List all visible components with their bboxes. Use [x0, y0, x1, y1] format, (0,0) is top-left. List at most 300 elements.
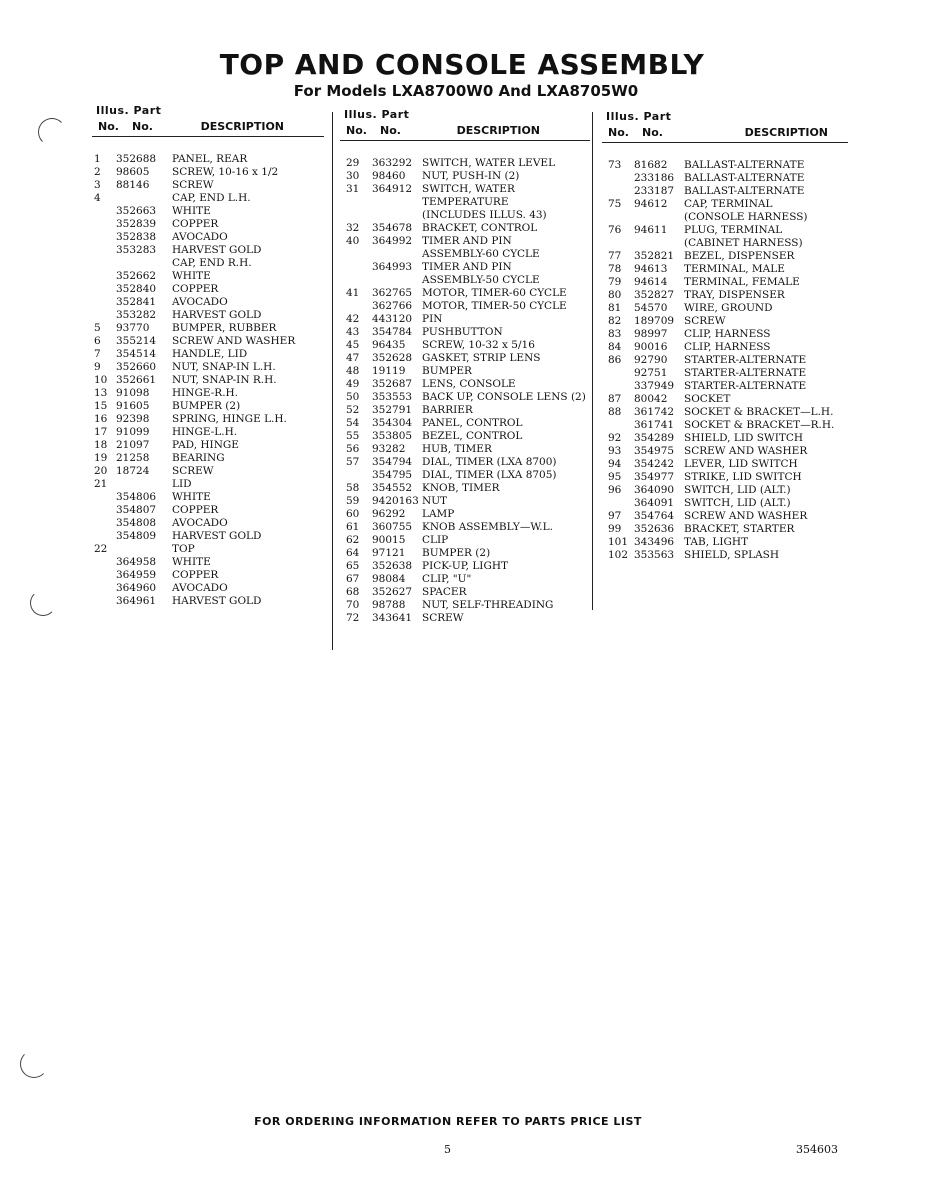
- part-description: TEMPERATURE: [422, 196, 509, 208]
- part-description: AVOCADO: [172, 296, 228, 308]
- illus-number: 4: [94, 192, 101, 204]
- part-number: 93770: [116, 322, 150, 334]
- header-illus-part: Illus. Part: [606, 110, 672, 123]
- part-number: 92790: [634, 354, 668, 366]
- part-description: BALLAST-ALTERNATE: [684, 172, 805, 184]
- part-description: BUMPER: [422, 365, 472, 377]
- part-description: (CONSOLE HARNESS): [684, 211, 808, 223]
- parts-row: [340, 326, 590, 339]
- parts-row: [92, 179, 324, 192]
- parts-rows: [602, 159, 848, 562]
- illus-number: 67: [346, 573, 360, 585]
- part-description: AVOCADO: [172, 517, 228, 529]
- part-description: SCREW: [684, 315, 726, 327]
- parts-column-1: [92, 104, 324, 608]
- illus-number: 75: [608, 198, 622, 210]
- part-description: CLIP: [422, 534, 449, 546]
- parts-row: [92, 192, 324, 205]
- part-number: 91099: [116, 426, 150, 438]
- parts-row: [602, 237, 848, 250]
- part-number: 352839: [116, 218, 157, 230]
- part-number: 233187: [634, 185, 675, 197]
- part-description: GASKET, STRIP LENS: [422, 352, 541, 364]
- part-description: SHIELD, SPLASH: [684, 549, 780, 561]
- illus-number: 88: [608, 406, 622, 418]
- part-number: 364091: [634, 497, 675, 509]
- part-description: LEVER, LID SWITCH: [684, 458, 798, 470]
- part-description: SPACER: [422, 586, 467, 598]
- part-number: 343641: [372, 612, 413, 624]
- part-number: 352827: [634, 289, 675, 301]
- illus-number: 45: [346, 339, 360, 351]
- part-number: 353563: [634, 549, 675, 561]
- part-number: 354552: [372, 482, 413, 494]
- part-number: 337949: [634, 380, 675, 392]
- parts-row: [602, 445, 848, 458]
- parts-row: [92, 582, 324, 595]
- part-description: KNOB, TIMER: [422, 482, 500, 494]
- parts-row: [602, 432, 848, 445]
- part-description: AVOCADO: [172, 582, 228, 594]
- part-description: BEZEL, CONTROL: [422, 430, 523, 442]
- parts-row: [92, 244, 324, 257]
- part-number: 18724: [116, 465, 150, 477]
- parts-row: [340, 274, 590, 287]
- part-number: 354809: [116, 530, 157, 542]
- part-description: NUT, SNAP-IN R.H.: [172, 374, 277, 386]
- parts-row: [92, 270, 324, 283]
- part-description: PLUG, TERMINAL: [684, 224, 783, 236]
- parts-row: [602, 458, 848, 471]
- column-header: [602, 110, 848, 143]
- illus-number: 15: [94, 400, 108, 412]
- illus-number: 64: [346, 547, 360, 559]
- part-description: BUMPER (2): [422, 547, 491, 559]
- part-description: ASSEMBLY-60 CYCLE: [422, 248, 540, 260]
- illus-number: 54: [346, 417, 360, 429]
- part-description: HUB, TIMER: [422, 443, 492, 455]
- header-illus-no: No.: [346, 124, 367, 137]
- part-number: 81682: [634, 159, 668, 171]
- illus-number: 58: [346, 482, 360, 494]
- part-description: LID: [172, 478, 192, 490]
- parts-row: [92, 504, 324, 517]
- part-description: NUT: [422, 495, 448, 507]
- illus-number: 22: [94, 543, 108, 555]
- parts-row: [602, 302, 848, 315]
- parts-row: [602, 380, 848, 393]
- illus-number: 13: [94, 387, 108, 399]
- parts-row: [92, 348, 324, 361]
- part-number: 364992: [372, 235, 413, 247]
- part-description: WHITE: [172, 491, 211, 503]
- illus-number: 57: [346, 456, 360, 468]
- parts-rows: [340, 157, 590, 625]
- parts-row: [340, 365, 590, 378]
- illus-number: 9: [94, 361, 101, 373]
- header-description: DESCRIPTION: [744, 126, 828, 139]
- part-number: 98997: [634, 328, 668, 340]
- part-description: HARVEST GOLD: [172, 595, 262, 607]
- parts-row: [340, 443, 590, 456]
- illus-number: 68: [346, 586, 360, 598]
- part-number: 352821: [634, 250, 675, 262]
- parts-row: [340, 417, 590, 430]
- parts-row: [602, 328, 848, 341]
- part-number: 343496: [634, 536, 675, 548]
- header-description: DESCRIPTION: [200, 120, 284, 133]
- punch-hole-mark: [20, 1050, 48, 1078]
- part-number: 98084: [372, 573, 406, 585]
- part-description: BUMPER, RUBBER: [172, 322, 277, 334]
- header-part-no: No.: [642, 126, 663, 139]
- part-description: STARTER-ALTERNATE: [684, 380, 807, 392]
- illus-number: 30: [346, 170, 360, 182]
- illus-number: 55: [346, 430, 360, 442]
- parts-row: [340, 391, 590, 404]
- part-number: 21258: [116, 452, 150, 464]
- illus-number: 61: [346, 521, 360, 533]
- part-description: HARVEST GOLD: [172, 244, 262, 256]
- ordering-footer: FOR ORDERING INFORMATION REFER TO PARTS PRICE LIST: [254, 1115, 642, 1128]
- part-number: 352663: [116, 205, 157, 217]
- part-number: 353282: [116, 309, 157, 321]
- parts-row: [602, 510, 848, 523]
- part-number: 364961: [116, 595, 157, 607]
- part-number: 352662: [116, 270, 157, 282]
- part-description: LAMP: [422, 508, 455, 520]
- part-number: 352840: [116, 283, 157, 295]
- part-number: 233186: [634, 172, 675, 184]
- part-description: DIAL, TIMER (LXA 8705): [422, 469, 557, 481]
- illus-number: 40: [346, 235, 360, 247]
- illus-number: 50: [346, 391, 360, 403]
- header-illus-part: Illus. Part: [344, 108, 410, 121]
- part-number: 354304: [372, 417, 413, 429]
- part-description: CAP, END R.H.: [172, 257, 252, 269]
- part-number: 361742: [634, 406, 675, 418]
- part-number: 354678: [372, 222, 413, 234]
- parts-row: [602, 172, 848, 185]
- illus-number: 101: [608, 536, 629, 548]
- parts-row: [340, 248, 590, 261]
- part-description: BUMPER (2): [172, 400, 241, 412]
- parts-row: [92, 400, 324, 413]
- part-number: 353553: [372, 391, 413, 403]
- part-number: 98788: [372, 599, 406, 611]
- part-number: 90016: [634, 341, 668, 353]
- punch-hole-mark: [38, 118, 66, 146]
- illus-number: 41: [346, 287, 360, 299]
- part-description: (INCLUDES ILLUS. 43): [422, 209, 547, 221]
- parts-row: [340, 612, 590, 625]
- part-description: PICK-UP, LIGHT: [422, 560, 509, 572]
- illus-number: 77: [608, 250, 622, 262]
- part-description: WIRE, GROUND: [684, 302, 773, 314]
- parts-row: [340, 560, 590, 573]
- part-number: 91098: [116, 387, 150, 399]
- part-number: 364912: [372, 183, 413, 195]
- part-number: 98605: [116, 166, 150, 178]
- illus-number: 76: [608, 224, 622, 236]
- parts-row: [340, 599, 590, 612]
- part-description: STARTER-ALTERNATE: [684, 354, 807, 366]
- part-number: 364958: [116, 556, 157, 568]
- part-number: 352841: [116, 296, 157, 308]
- part-number: 354795: [372, 469, 413, 481]
- illus-number: 93: [608, 445, 622, 457]
- parts-row: [340, 547, 590, 560]
- illus-number: 83: [608, 328, 622, 340]
- part-description: NUT, SNAP-IN L.H.: [172, 361, 276, 373]
- part-number: 355214: [116, 335, 157, 347]
- part-description: HARVEST GOLD: [172, 309, 262, 321]
- part-description: COPPER: [172, 504, 219, 516]
- parts-row: [602, 224, 848, 237]
- parts-row: [602, 276, 848, 289]
- illus-number: 52: [346, 404, 360, 416]
- parts-row: [92, 218, 324, 231]
- part-number: 80042: [634, 393, 668, 405]
- part-description: SPRING, HINGE L.H.: [172, 413, 287, 425]
- illus-number: 2: [94, 166, 101, 178]
- parts-row: [92, 231, 324, 244]
- part-description: TRAY, DISPENSER: [684, 289, 785, 301]
- illus-number: 48: [346, 365, 360, 377]
- parts-column-2: [340, 108, 590, 625]
- part-number: 354806: [116, 491, 157, 503]
- illus-number: 102: [608, 549, 629, 561]
- part-description: NUT, SELF-THREADING: [422, 599, 554, 611]
- illus-number: 1: [94, 153, 101, 165]
- part-description: NUT, PUSH-IN (2): [422, 170, 520, 182]
- part-number: 189709: [634, 315, 675, 327]
- header-illus-part: Illus. Part: [96, 104, 162, 117]
- page-subtitle: For Models LXA8700W0 And LXA8705W0: [293, 82, 639, 100]
- part-description: KNOB ASSEMBLY—W.L.: [422, 521, 553, 533]
- illus-number: 31: [346, 183, 360, 195]
- parts-row: [340, 287, 590, 300]
- parts-row: [92, 153, 324, 166]
- part-description: BEZEL, DISPENSER: [684, 250, 795, 262]
- illus-number: 60: [346, 508, 360, 520]
- part-number: 352627: [372, 586, 413, 598]
- parts-row: [340, 430, 590, 443]
- parts-row: [602, 198, 848, 211]
- header-description: DESCRIPTION: [456, 124, 540, 137]
- part-number: 354977: [634, 471, 675, 483]
- column-header: [340, 108, 590, 141]
- parts-row: [602, 419, 848, 432]
- illus-number: 84: [608, 341, 622, 353]
- illus-number: 43: [346, 326, 360, 338]
- parts-row: [602, 484, 848, 497]
- parts-row: [92, 309, 324, 322]
- part-description: PANEL, CONTROL: [422, 417, 523, 429]
- illus-number: 10: [94, 374, 108, 386]
- part-number: 352638: [372, 560, 413, 572]
- part-number: 354764: [634, 510, 675, 522]
- parts-row: [92, 517, 324, 530]
- part-number: 443120: [372, 313, 413, 325]
- part-number: 352791: [372, 404, 413, 416]
- illus-number: 97: [608, 510, 622, 522]
- parts-row: [340, 495, 590, 508]
- illus-number: 6: [94, 335, 101, 347]
- parts-row: [340, 183, 590, 196]
- illus-number: 86: [608, 354, 622, 366]
- part-number: 94614: [634, 276, 668, 288]
- parts-row: [340, 352, 590, 365]
- illus-number: 79: [608, 276, 622, 288]
- part-description: CLIP, "U": [422, 573, 472, 585]
- header-illus-no: No.: [98, 120, 119, 133]
- column-header: [92, 104, 324, 137]
- part-number: 364959: [116, 569, 157, 581]
- illus-number: 17: [94, 426, 108, 438]
- parts-row: [340, 222, 590, 235]
- parts-row: [340, 469, 590, 482]
- parts-row: [602, 289, 848, 302]
- part-description: PANEL, REAR: [172, 153, 248, 165]
- part-number: 97121: [372, 547, 406, 559]
- illus-number: 42: [346, 313, 360, 325]
- parts-row: [92, 413, 324, 426]
- illus-number: 95: [608, 471, 622, 483]
- illus-number: 59: [346, 495, 360, 507]
- part-description: WHITE: [172, 556, 211, 568]
- illus-number: 72: [346, 612, 360, 624]
- part-description: TERMINAL, FEMALE: [684, 276, 800, 288]
- part-number: 352688: [116, 153, 157, 165]
- part-number: 364993: [372, 261, 413, 273]
- header-illus-no: No.: [608, 126, 629, 139]
- parts-row: [340, 534, 590, 547]
- part-description: ASSEMBLY-50 CYCLE: [422, 274, 540, 286]
- part-description: STRIKE, LID SWITCH: [684, 471, 802, 483]
- part-description: LENS, CONSOLE: [422, 378, 516, 390]
- part-description: SOCKET: [684, 393, 731, 405]
- parts-row: [602, 211, 848, 224]
- parts-rows: [92, 153, 324, 608]
- part-description: BALLAST-ALTERNATE: [684, 159, 805, 171]
- parts-row: [92, 374, 324, 387]
- part-description: HANDLE, LID: [172, 348, 248, 360]
- part-description: SCREW AND WASHER: [684, 510, 808, 522]
- part-description: TIMER AND PIN: [422, 261, 512, 273]
- part-number: 364960: [116, 582, 157, 594]
- illus-number: 19: [94, 452, 108, 464]
- parts-row: [340, 573, 590, 586]
- parts-row: [602, 250, 848, 263]
- part-description: SCREW: [172, 179, 214, 191]
- illus-number: 87: [608, 393, 622, 405]
- part-description: BACK UP, CONSOLE LENS (2): [422, 391, 586, 403]
- part-number: 94613: [634, 263, 668, 275]
- parts-row: [340, 521, 590, 534]
- part-description: SOCKET & BRACKET—R.H.: [684, 419, 835, 431]
- parts-row: [340, 235, 590, 248]
- part-number: 352660: [116, 361, 157, 373]
- parts-row: [340, 339, 590, 352]
- parts-row: [602, 367, 848, 380]
- illus-number: 65: [346, 560, 360, 572]
- illus-number: 16: [94, 413, 108, 425]
- illus-number: 62: [346, 534, 360, 546]
- part-description: WHITE: [172, 270, 211, 282]
- part-number: 352661: [116, 374, 157, 386]
- parts-row: [602, 341, 848, 354]
- part-description: SOCKET & BRACKET—L.H.: [684, 406, 834, 418]
- parts-row: [602, 159, 848, 172]
- part-description: SWITCH, WATER: [422, 183, 515, 195]
- parts-row: [602, 315, 848, 328]
- part-description: SHIELD, LID SWITCH: [684, 432, 804, 444]
- part-number: 354242: [634, 458, 675, 470]
- part-number: 90015: [372, 534, 406, 546]
- part-description: SCREW, 10-16 x 1/2: [172, 166, 279, 178]
- part-description: TOP: [172, 543, 195, 555]
- parts-row: [602, 406, 848, 419]
- illus-number: 32: [346, 222, 360, 234]
- illus-number: 99: [608, 523, 622, 535]
- illus-number: 18: [94, 439, 108, 451]
- part-description: MOTOR, TIMER-60 CYCLE: [422, 287, 567, 299]
- part-number: 352687: [372, 378, 413, 390]
- part-number: 364090: [634, 484, 675, 496]
- parts-row: [92, 478, 324, 491]
- part-description: COPPER: [172, 218, 219, 230]
- parts-row: [92, 452, 324, 465]
- part-description: (CABINET HARNESS): [684, 237, 803, 249]
- parts-row: [340, 508, 590, 521]
- part-number: 92398: [116, 413, 150, 425]
- part-number: 354794: [372, 456, 413, 468]
- part-description: BARRIER: [422, 404, 473, 416]
- illus-number: 3: [94, 179, 101, 191]
- part-description: COPPER: [172, 283, 219, 295]
- part-description: BRACKET, CONTROL: [422, 222, 538, 234]
- part-description: BALLAST-ALTERNATE: [684, 185, 805, 197]
- part-number: 352628: [372, 352, 413, 364]
- part-number: 354975: [634, 445, 675, 457]
- parts-row: [340, 170, 590, 183]
- part-description: DIAL, TIMER (LXA 8700): [422, 456, 557, 468]
- column-divider: [592, 112, 593, 610]
- parts-row: [340, 157, 590, 170]
- parts-row: [602, 393, 848, 406]
- parts-row: [340, 456, 590, 469]
- part-number: 362766: [372, 300, 413, 312]
- part-description: TIMER AND PIN: [422, 235, 512, 247]
- illus-number: 78: [608, 263, 622, 275]
- illus-number: 82: [608, 315, 622, 327]
- parts-row: [340, 404, 590, 417]
- illus-number: 7: [94, 348, 101, 360]
- part-number: 94612: [634, 198, 668, 210]
- part-number: 363292: [372, 157, 413, 169]
- part-description: HARVEST GOLD: [172, 530, 262, 542]
- part-number: 361741: [634, 419, 675, 431]
- part-number: 353805: [372, 430, 413, 442]
- part-description: AVOCADO: [172, 231, 228, 243]
- part-description: SCREW AND WASHER: [172, 335, 296, 347]
- parts-row: [92, 543, 324, 556]
- part-number: 21097: [116, 439, 150, 451]
- parts-row: [602, 536, 848, 549]
- part-number: 360755: [372, 521, 413, 533]
- parts-row: [602, 497, 848, 510]
